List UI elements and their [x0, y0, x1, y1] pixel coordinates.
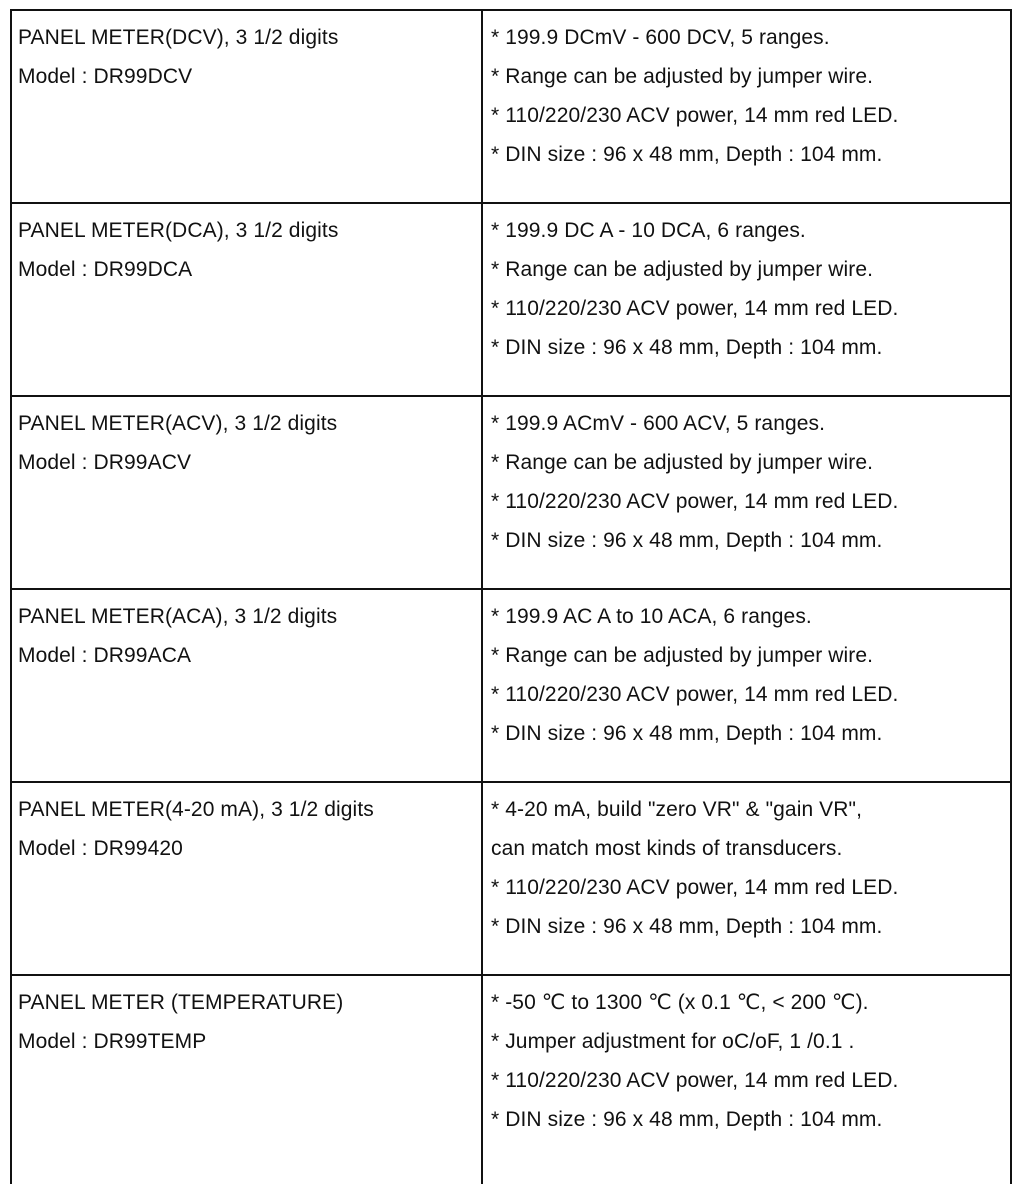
table-row: [12, 783, 1010, 976]
product-cell: [12, 204, 483, 395]
spec-line: can match most kinds of transducers.: [491, 837, 843, 860]
spec-line: * 110/220/230 ACV power, 14 mm red LED.: [491, 490, 899, 513]
spec-line: * 110/220/230 ACV power, 14 mm red LED.: [491, 104, 899, 127]
product-title: PANEL METER(DCA), 3 1/2 digits: [18, 219, 339, 242]
specs-cell: [483, 783, 1010, 974]
table-row: [12, 590, 1010, 783]
specs-cell: [483, 11, 1010, 202]
product-model: Model : DR99DCA: [18, 258, 193, 281]
spec-line: * 199.9 AC A to 10 ACA, 6 ranges.: [491, 605, 812, 628]
product-model: Model : DR99DCV: [18, 65, 193, 88]
product-title: PANEL METER(ACA), 3 1/2 digits: [18, 605, 338, 628]
spec-line: * Range can be adjusted by jumper wire.: [491, 65, 874, 88]
spec-line: * Range can be adjusted by jumper wire.: [491, 451, 874, 474]
product-title: PANEL METER(ACV), 3 1/2 digits: [18, 412, 338, 435]
product-cell: [12, 11, 483, 202]
product-model: Model : DR99ACV: [18, 451, 192, 474]
specs-cell: [483, 976, 1010, 1184]
spec-line: * Range can be adjusted by jumper wire.: [491, 258, 874, 281]
spec-line: * 199.9 ACmV - 600 ACV, 5 ranges.: [491, 412, 826, 435]
spec-line: * 199.9 DC A - 10 DCA, 6 ranges.: [491, 219, 806, 242]
table-row: [12, 11, 1010, 204]
product-cell: [12, 783, 483, 974]
spec-line: * 4-20 mA, build "zero VR" & "gain VR",: [491, 798, 863, 821]
spec-line: * 199.9 DCmV - 600 DCV, 5 ranges.: [491, 26, 830, 49]
product-title: PANEL METER (TEMPERATURE): [18, 991, 344, 1014]
spec-line: * DIN size : 96 x 48 mm, Depth : 104 mm.: [491, 722, 883, 745]
spec-line: * DIN size : 96 x 48 mm, Depth : 104 mm.: [491, 915, 883, 938]
table-row: [12, 976, 1010, 1184]
spec-line: * 110/220/230 ACV power, 14 mm red LED.: [491, 876, 899, 899]
spec-line: * DIN size : 96 x 48 mm, Depth : 104 mm.: [491, 529, 883, 552]
product-title: PANEL METER(DCV), 3 1/2 digits: [18, 26, 339, 49]
spec-line: * DIN size : 96 x 48 mm, Depth : 104 mm.: [491, 336, 883, 359]
spec-line: * 110/220/230 ACV power, 14 mm red LED.: [491, 683, 899, 706]
specs-cell: [483, 397, 1010, 588]
table-row: [12, 397, 1010, 590]
spec-line: * DIN size : 96 x 48 mm, Depth : 104 mm.: [491, 143, 883, 166]
spec-line: * Jumper adjustment for oC/oF, 1 /0.1 .: [491, 1030, 855, 1053]
spec-line: * -50 ℃ to 1300 ℃ (x 0.1 ℃, < 200 ℃).: [491, 991, 869, 1014]
spec-line: * Range can be adjusted by jumper wire.: [491, 644, 874, 667]
table-row: [12, 204, 1010, 397]
product-model: Model : DR99ACA: [18, 644, 192, 667]
product-model: Model : DR99420: [18, 837, 183, 860]
product-model: Model : DR99TEMP: [18, 1030, 207, 1053]
spec-line: * 110/220/230 ACV power, 14 mm red LED.: [491, 297, 899, 320]
specs-cell: [483, 590, 1010, 781]
specs-cell: [483, 204, 1010, 395]
product-cell: [12, 976, 483, 1184]
product-cell: [12, 590, 483, 781]
product-title: PANEL METER(4-20 mA), 3 1/2 digits: [18, 798, 374, 821]
spec-line: * DIN size : 96 x 48 mm, Depth : 104 mm.: [491, 1108, 883, 1131]
spec-line: * 110/220/230 ACV power, 14 mm red LED.: [491, 1069, 899, 1092]
panel-meter-spec-table: [10, 9, 1012, 1184]
product-cell: [12, 397, 483, 588]
